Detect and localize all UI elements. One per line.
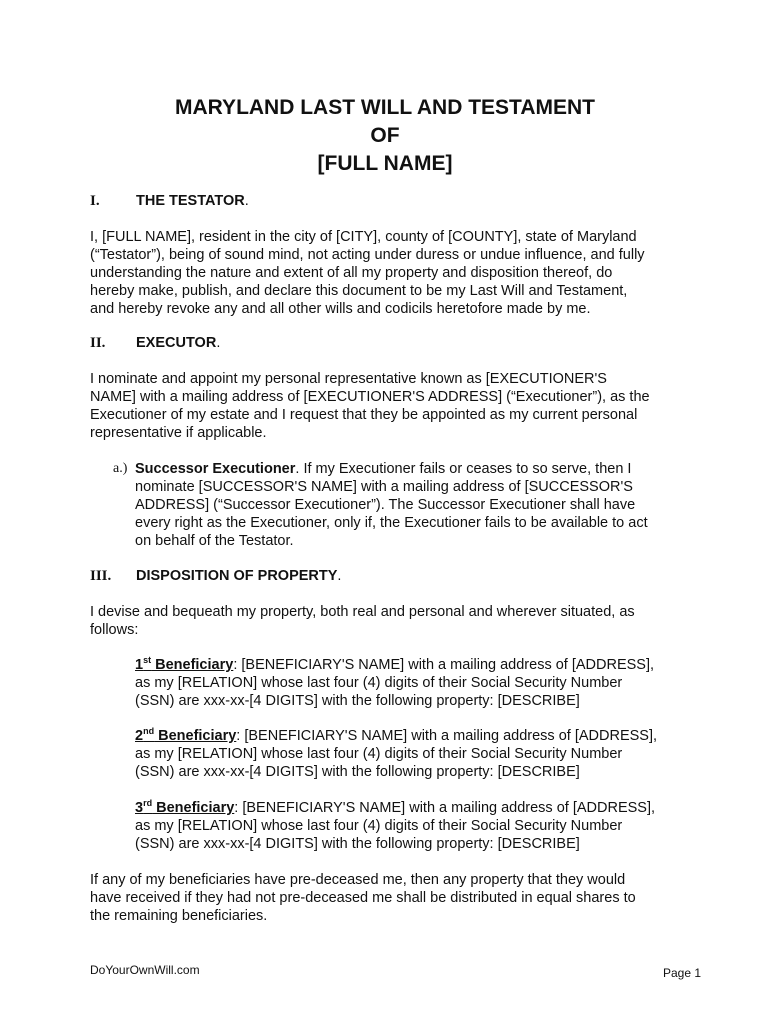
section-heading-testator: I. THE TESTATOR. [90, 193, 249, 209]
successor-first-line: . If my Executioner fails or ceases to so serve, then I [295, 461, 632, 477]
beneficiary-label: 1st Beneficiary [135, 655, 234, 673]
paragraph-line: I devise and bequeath my property, both real and personal and wherever situated, as [90, 604, 635, 620]
beneficiary-1: 1st Beneficiary: [BENEFICIARY'S NAME] with a mailing address of [ADDRESS], as my [RELATION] whose last four (4) digits of their Social Security Number (SSN) are xxx-xx-[4 DIGITS] with the following property: [DESCRIBE] [135, 656, 695, 710]
list-marker: a.) [113, 461, 128, 476]
paragraph-line: Executioner of my estate and I request that they be appointed as my current personal [90, 407, 638, 423]
successor-executioner-text [135, 460, 648, 550]
paragraph-line: as my [RELATION] whose last four (4) digits of their Social Security Number [135, 675, 623, 691]
paragraph-line: If any of my beneficiaries have pre-deceased me, then any property that they would [90, 872, 626, 888]
section-title: THE TESTATOR [136, 193, 245, 209]
paragraph-line: every right as the Executioner, only if, the Executioner fails to be available to act [135, 515, 648, 531]
disposition-intro [90, 603, 690, 639]
section-heading-disposition: III. DISPOSITION OF PROPERTY. [90, 568, 342, 584]
paragraph-line: I, [FULL NAME], resident in the city of [CITY], county of [COUNTY], state of Maryland [90, 229, 637, 245]
paragraph-line: (SSN) are xxx-xx-[4 DIGITS] with the following property: [DESCRIBE] [135, 836, 580, 852]
paragraph-line: nominate [SUCCESSOR'S NAME] with a mailing address of [SUCCESSOR'S [135, 479, 633, 495]
title-line-1: MARYLAND LAST WILL AND TESTAMENT [175, 96, 595, 119]
executor-paragraph [90, 370, 690, 442]
paragraph-line: ADDRESS] (“Successor Executioner”). The Successor Executioner shall have [135, 497, 636, 513]
section-heading-executor: II. EXECUTOR. [90, 335, 221, 351]
paragraph-line: (“Testator”), being of sound mind, not acting under duress or undue influence, and fully [90, 247, 645, 263]
paragraph-line: on behalf of the Testator. [135, 533, 294, 549]
beneficiary-3: 3rd Beneficiary: [BENEFICIARY'S NAME] with a mailing address of [ADDRESS], as my [RELATION] whose last four (4) digits of their Social Security Number (SSN) are xxx-xx-[4 DIGITS] with the following property: [DESCRIBE] [135, 799, 695, 853]
section-number: II. [90, 335, 106, 351]
title-line-2: OF [370, 124, 400, 147]
footer-site: DoYourOwnWill.com [90, 963, 200, 977]
section-title: EXECUTOR [136, 335, 217, 351]
paragraph-line: (SSN) are xxx-xx-[4 DIGITS] with the following property: [DESCRIBE] [135, 693, 580, 709]
paragraph-line: hereby make, publish, and declare this document to be my Last Will and Testament, [90, 283, 628, 299]
disposition-closing [90, 871, 690, 925]
section-number: I. [90, 193, 100, 209]
paragraph-line: representative if applicable. [90, 425, 267, 441]
paragraph-line: I nominate and appoint my personal representative known as [EXECUTIONER'S [90, 371, 607, 387]
paragraph-line: NAME] with a mailing address of [EXECUTIONER'S ADDRESS] (“Executioner”), as the [90, 389, 650, 405]
testator-paragraph [90, 228, 690, 318]
document-title [0, 94, 770, 178]
successor-executioner-label: Successor Executioner [135, 461, 296, 477]
beneficiary-label: 3rd Beneficiary [135, 798, 235, 816]
beneficiary-2: 2nd Beneficiary: [BENEFICIARY'S NAME] with a mailing address of [ADDRESS], as my [RELATION] whose last four (4) digits of their Social Security Number (SSN) are xxx-xx-[4 DIGITS] with the following property: [DESCRIBE] [135, 727, 695, 781]
beneficiary-label: 2nd Beneficiary [135, 726, 237, 744]
paragraph-line: have received if they had not pre-deceased me shall be distributed in equal shares to [90, 890, 636, 906]
paragraph-line: understanding the nature and extent of all my property and disposition thereof, do [90, 265, 613, 281]
section-number: III. [90, 568, 112, 584]
paragraph-line: the remaining beneficiaries. [90, 908, 268, 924]
paragraph-line: follows: [90, 622, 139, 638]
title-line-3: [FULL NAME] [317, 152, 453, 175]
successor-executioner-item [113, 460, 693, 550]
paragraph-line: as my [RELATION] whose last four (4) digits of their Social Security Number [135, 818, 623, 834]
paragraph-line: as my [RELATION] whose last four (4) digits of their Social Security Number [135, 746, 623, 762]
footer-page-number: Page 1 [663, 966, 702, 980]
paragraph-line: (SSN) are xxx-xx-[4 DIGITS] with the following property: [DESCRIBE] [135, 764, 580, 780]
paragraph-line: and hereby revoke any and all other wills and codicils heretofore made by me. [90, 301, 591, 317]
section-title: DISPOSITION OF PROPERTY [136, 568, 338, 584]
